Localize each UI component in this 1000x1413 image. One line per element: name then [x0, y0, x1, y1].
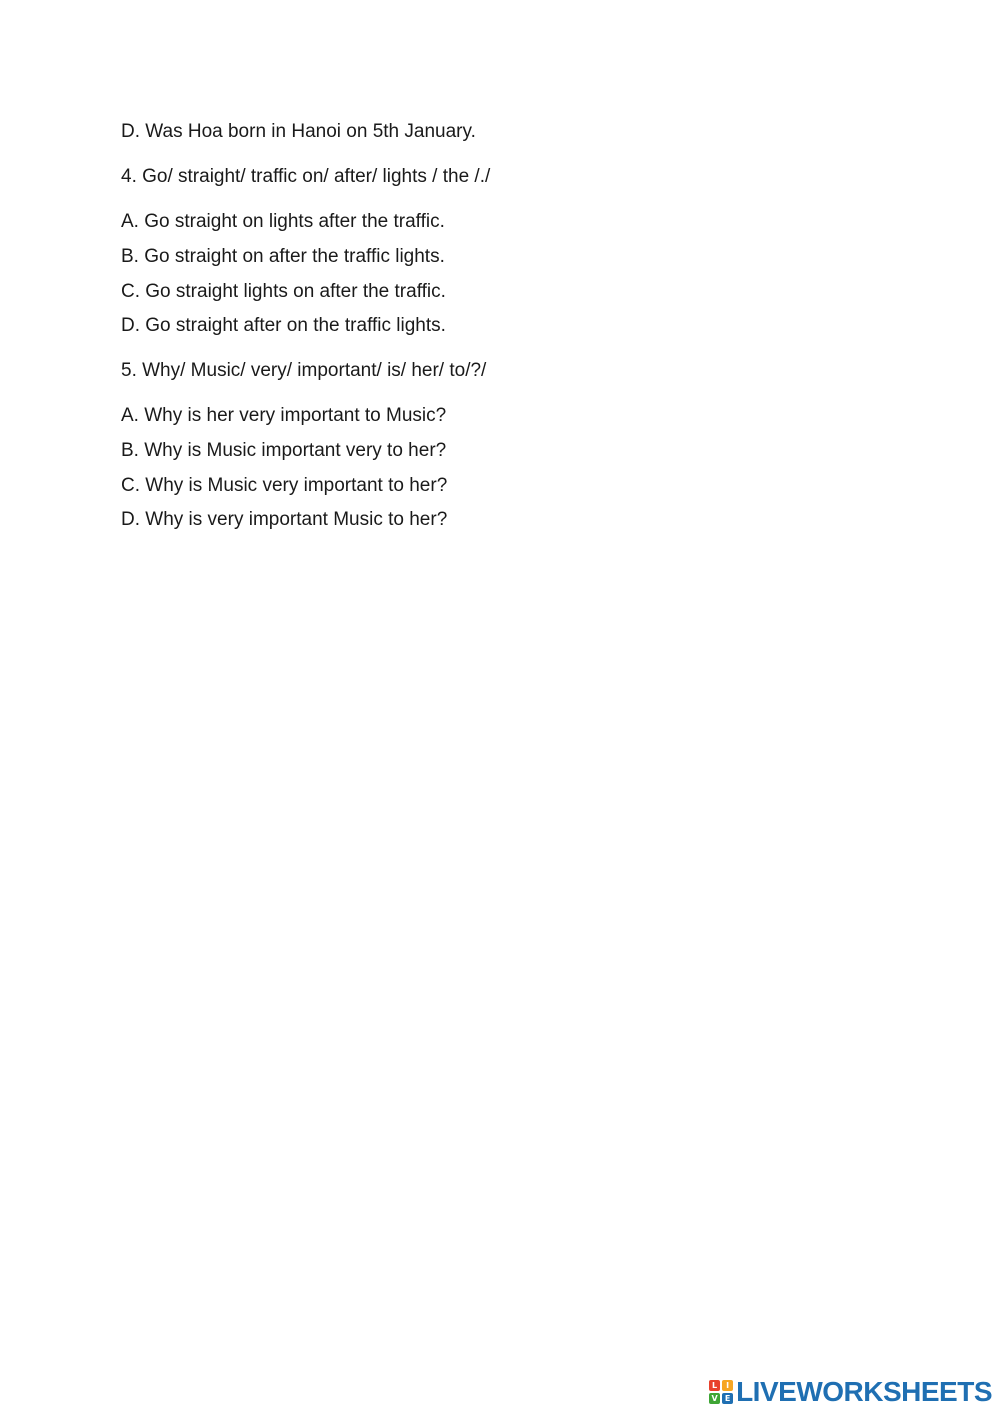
- logo-mark-i: I: [722, 1380, 733, 1391]
- question-5: 5. Why/ Music/ very/ important/ is/ her/ to/?/: [121, 360, 487, 381]
- option-4a: A. Go straight on lights after the traffic.: [121, 211, 445, 232]
- logo-text: LIVEWORKSHEETS: [736, 1376, 992, 1407]
- option-5a: A. Why is her very important to Music?: [121, 405, 447, 426]
- option-4b: B. Go straight on after the traffic lights.: [121, 246, 445, 267]
- option-4c: C. Go straight lights on after the traffic.: [121, 281, 446, 302]
- question-4: 4. Go/ straight/ traffic on/ after/ lights / the /./: [121, 166, 491, 187]
- option-5d: D. Why is very important Music to her?: [121, 509, 448, 530]
- liveworksheets-logo: [709, 1377, 992, 1407]
- option-5c: C. Why is Music very important to her?: [121, 475, 448, 496]
- option-3d: D. Was Hoa born in Hanoi on 5th January.: [121, 121, 476, 142]
- logo-mark-e: E: [722, 1393, 733, 1404]
- logo-mark-icon: [709, 1380, 733, 1404]
- option-5b: B. Why is Music important very to her?: [121, 440, 447, 461]
- logo-mark-l: L: [709, 1380, 720, 1391]
- option-4d: D. Go straight after on the traffic lights.: [121, 315, 446, 336]
- logo-mark-v: V: [709, 1393, 720, 1404]
